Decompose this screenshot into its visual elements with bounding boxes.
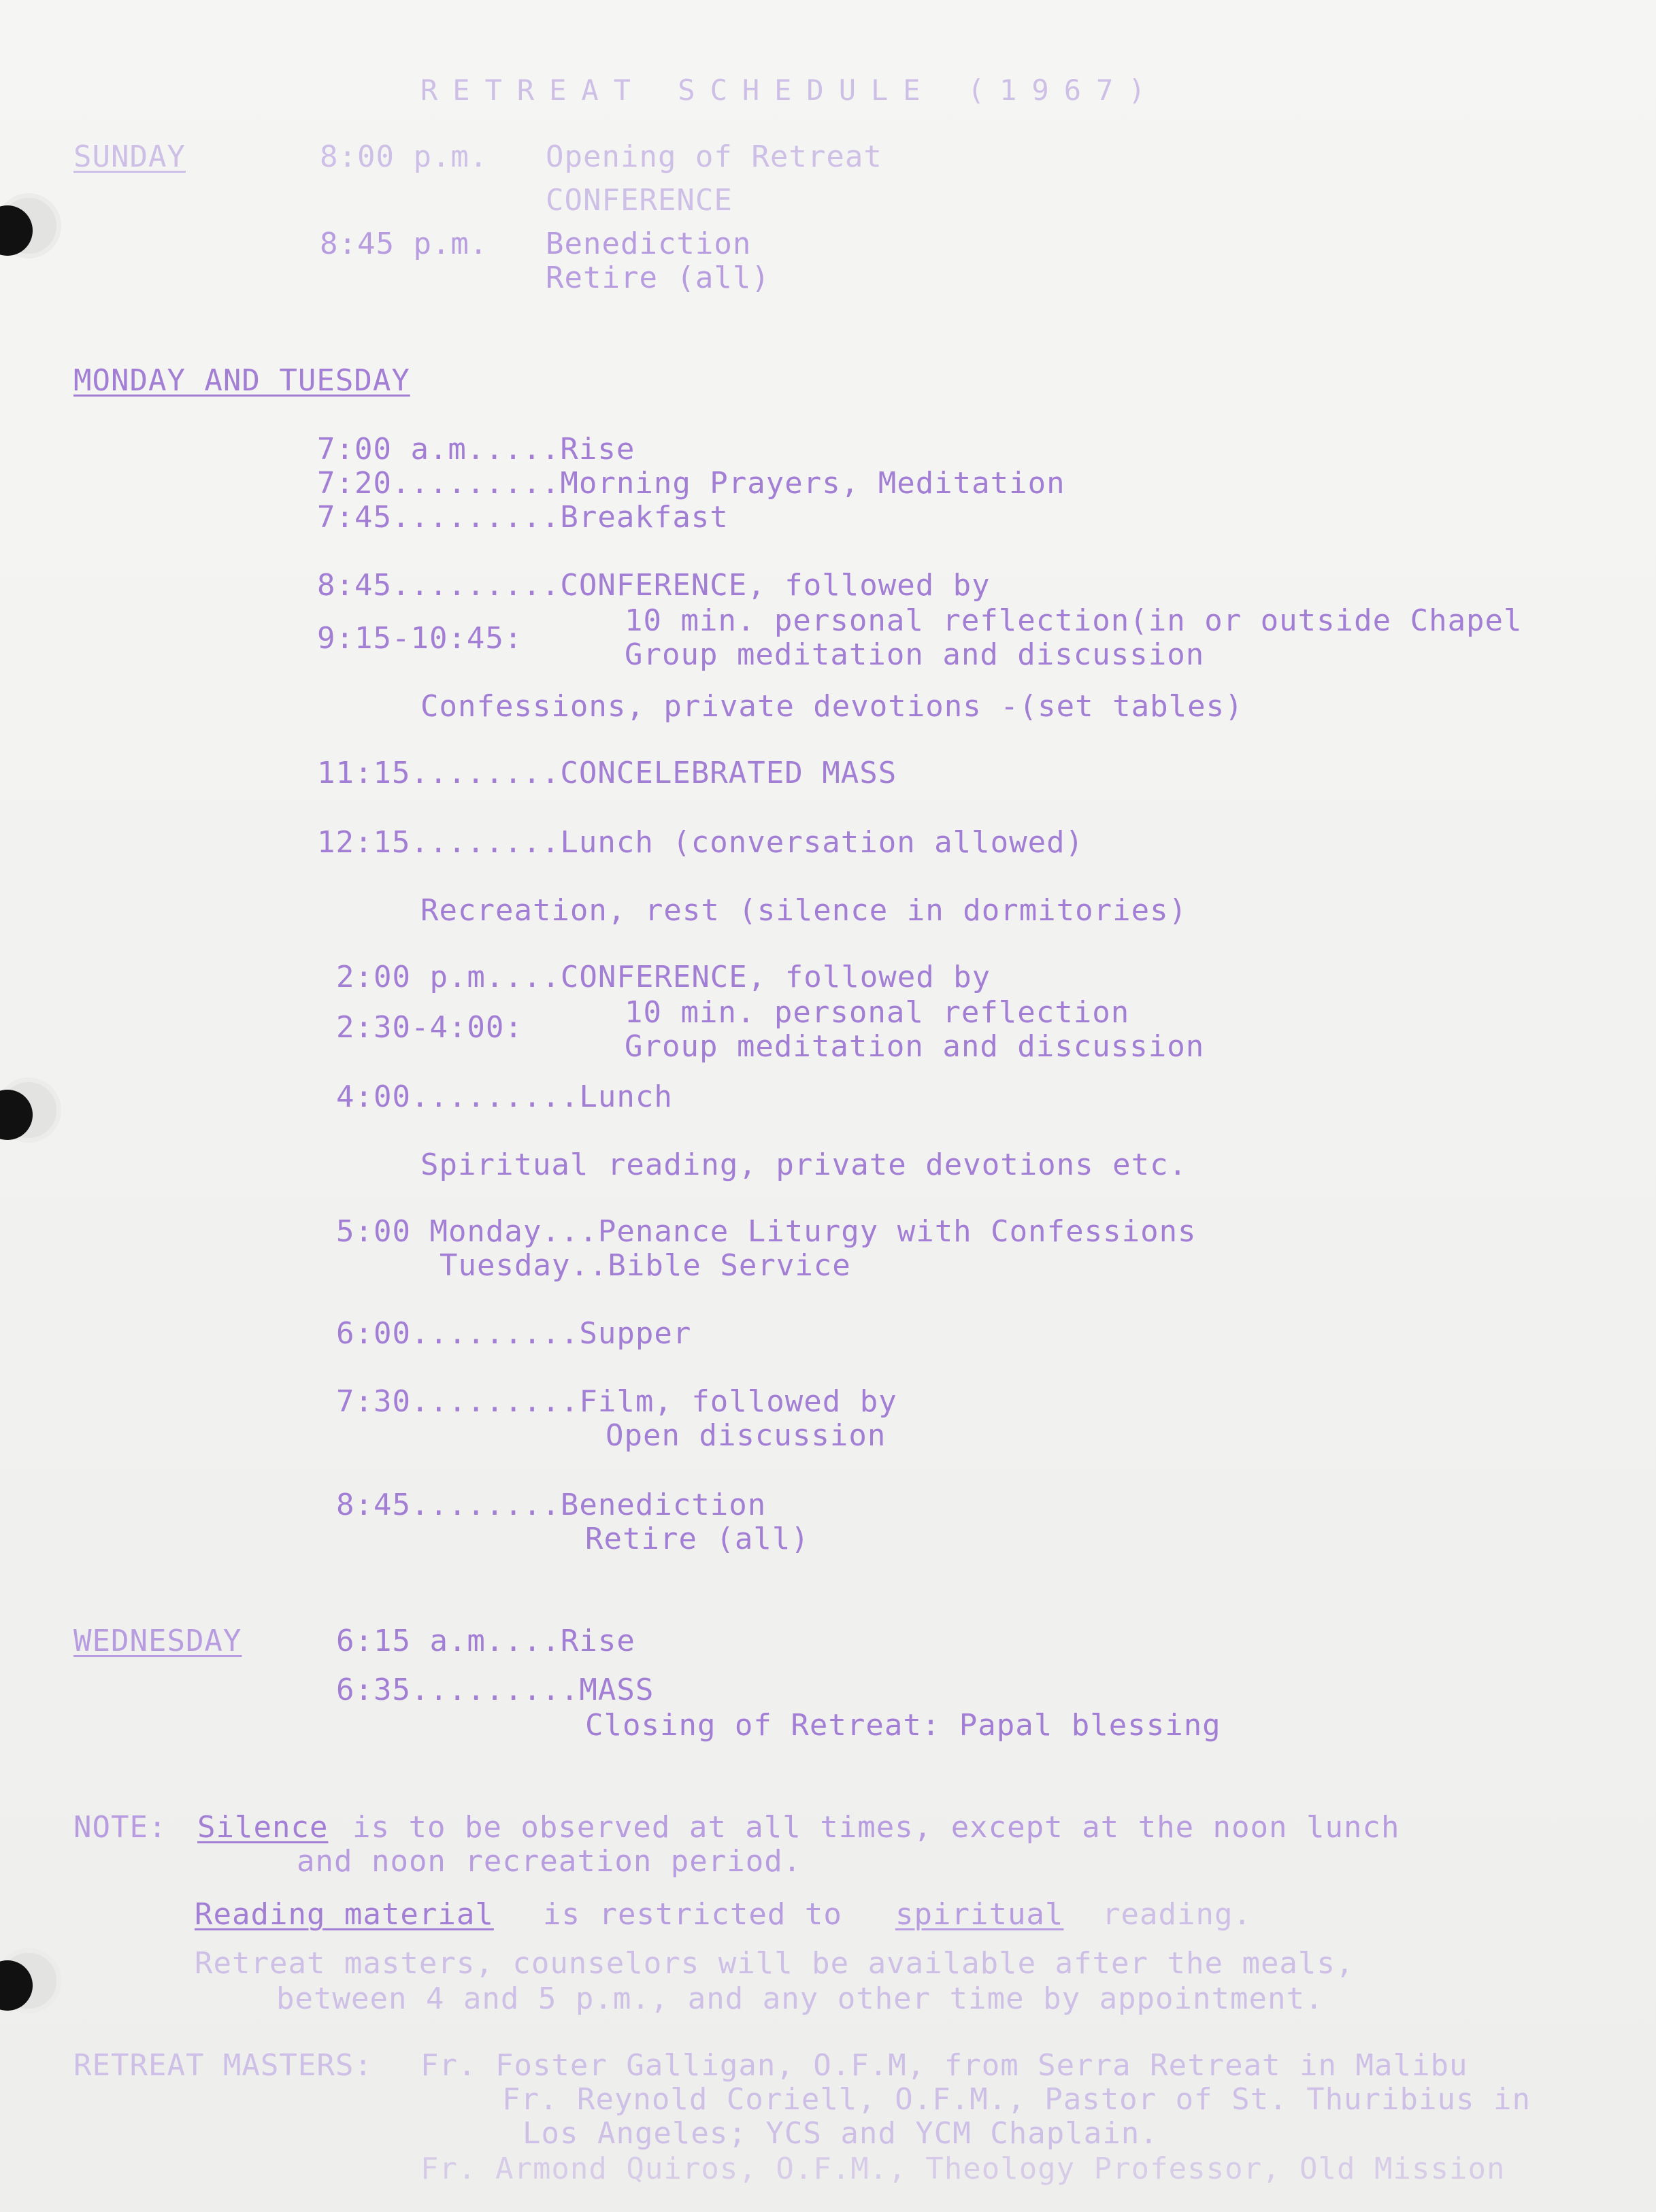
masters-line-2: Fr. Reynold Coriell, O.F.M., Pastor of St. Thuribius in [502, 2082, 1531, 2117]
schedule-line: 8:45........Benediction [336, 1488, 767, 1522]
schedule-line: Retire (all) [585, 1522, 810, 1556]
schedule-line: Spiritual reading, private devotions etc. [420, 1147, 1188, 1182]
masters-line-4: Fr. Armond Quiros, O.F.M., Theology Professor, Old Mission [420, 2151, 1506, 2186]
schedule-line: 4:00.........Lunch [336, 1079, 673, 1114]
sunday-time-2: 8:45 p.m. [320, 227, 488, 261]
sunday-event-2a: Benediction [546, 227, 752, 261]
page-title: RETREAT SCHEDULE (1967) [420, 73, 1161, 107]
schedule-line: Tuesday..Bible Service [440, 1248, 851, 1283]
schedule-line: 6:15 a.m....Rise [336, 1624, 635, 1658]
masters-line-1: Fr. Foster Galligan, O.F.M, from Serra Retreat in Malibu [420, 2048, 1468, 2083]
sunday-time-1: 8:00 p.m. [320, 139, 488, 174]
schedule-time: 2:30-4:00: [336, 1010, 523, 1045]
schedule-line: 2:00 p.m....CONFERENCE, followed by [336, 960, 991, 994]
schedule-line: Group meditation and discussion [625, 1029, 1205, 1064]
note-silence: Silence [197, 1810, 329, 1845]
note-spiritual: spiritual [895, 1897, 1064, 1932]
schedule-line: 11:15........CONCELEBRATED MASS [317, 756, 897, 790]
schedule-line: Group meditation and discussion [625, 637, 1205, 672]
note-line-3b: reading. [1102, 1897, 1252, 1932]
masters-line-3: Los Angeles; YCS and YCM Chaplain. [523, 2116, 1159, 2151]
schedule-line: 10 min. personal reflection [625, 995, 1130, 1030]
montue-heading: MONDAY AND TUESDAY [73, 363, 410, 398]
schedule-line: 6:00.........Supper [336, 1316, 692, 1351]
wednesday-heading: WEDNESDAY [73, 1624, 242, 1658]
punch-hole-bottom [0, 1948, 61, 2013]
note-line-1: is to be observed at all times, except at the noon lunch [352, 1810, 1400, 1845]
note-line-3a: is restricted to [543, 1897, 842, 1932]
note-line-5: between 4 and 5 p.m., and any other time by appointment. [276, 1981, 1324, 2016]
schedule-line: 12:15........Lunch (conversation allowed) [317, 825, 1084, 860]
schedule-line: 6:35.........MASS [336, 1673, 655, 1707]
punch-hole-middle [0, 1077, 61, 1143]
note-line-4: Retreat masters, counselors will be available after the meals, [195, 1946, 1355, 1981]
note-reading-material: Reading material [195, 1897, 494, 1932]
sunday-event-1a: Opening of Retreat [546, 139, 882, 174]
sunday-event-2b: Retire (all) [546, 261, 770, 295]
sunday-heading: SUNDAY [73, 139, 186, 174]
schedule-line: 7:20.........Morning Prayers, Meditation [317, 466, 1065, 501]
punch-hole-top [0, 193, 61, 258]
schedule-line: 10 min. personal reflection(in or outside Chapel [625, 603, 1523, 638]
note-line-2: and noon recreation period. [297, 1844, 802, 1879]
schedule-line: Open discussion [606, 1418, 887, 1453]
schedule-line: 7:30.........Film, followed by [336, 1384, 897, 1419]
masters-label: RETREAT MASTERS: [73, 2048, 373, 2083]
schedule-line: Confessions, private devotions -(set tables) [420, 689, 1244, 724]
schedule-line: 7:00 a.m.....Rise [317, 432, 635, 467]
sunday-event-1b: CONFERENCE [546, 183, 733, 218]
schedule-time: 9:15-10:45: [317, 621, 523, 656]
schedule-line: Recreation, rest (silence in dormitories) [420, 893, 1188, 928]
schedule-line: 5:00 Monday...Penance Liturgy with Confessions [336, 1214, 1197, 1249]
schedule-line: 8:45.........CONFERENCE, followed by [317, 568, 991, 603]
schedule-line: Closing of Retreat: Papal blessing [585, 1708, 1221, 1743]
schedule-line: 7:45.........Breakfast [317, 500, 729, 535]
note-label: NOTE: [73, 1810, 167, 1845]
